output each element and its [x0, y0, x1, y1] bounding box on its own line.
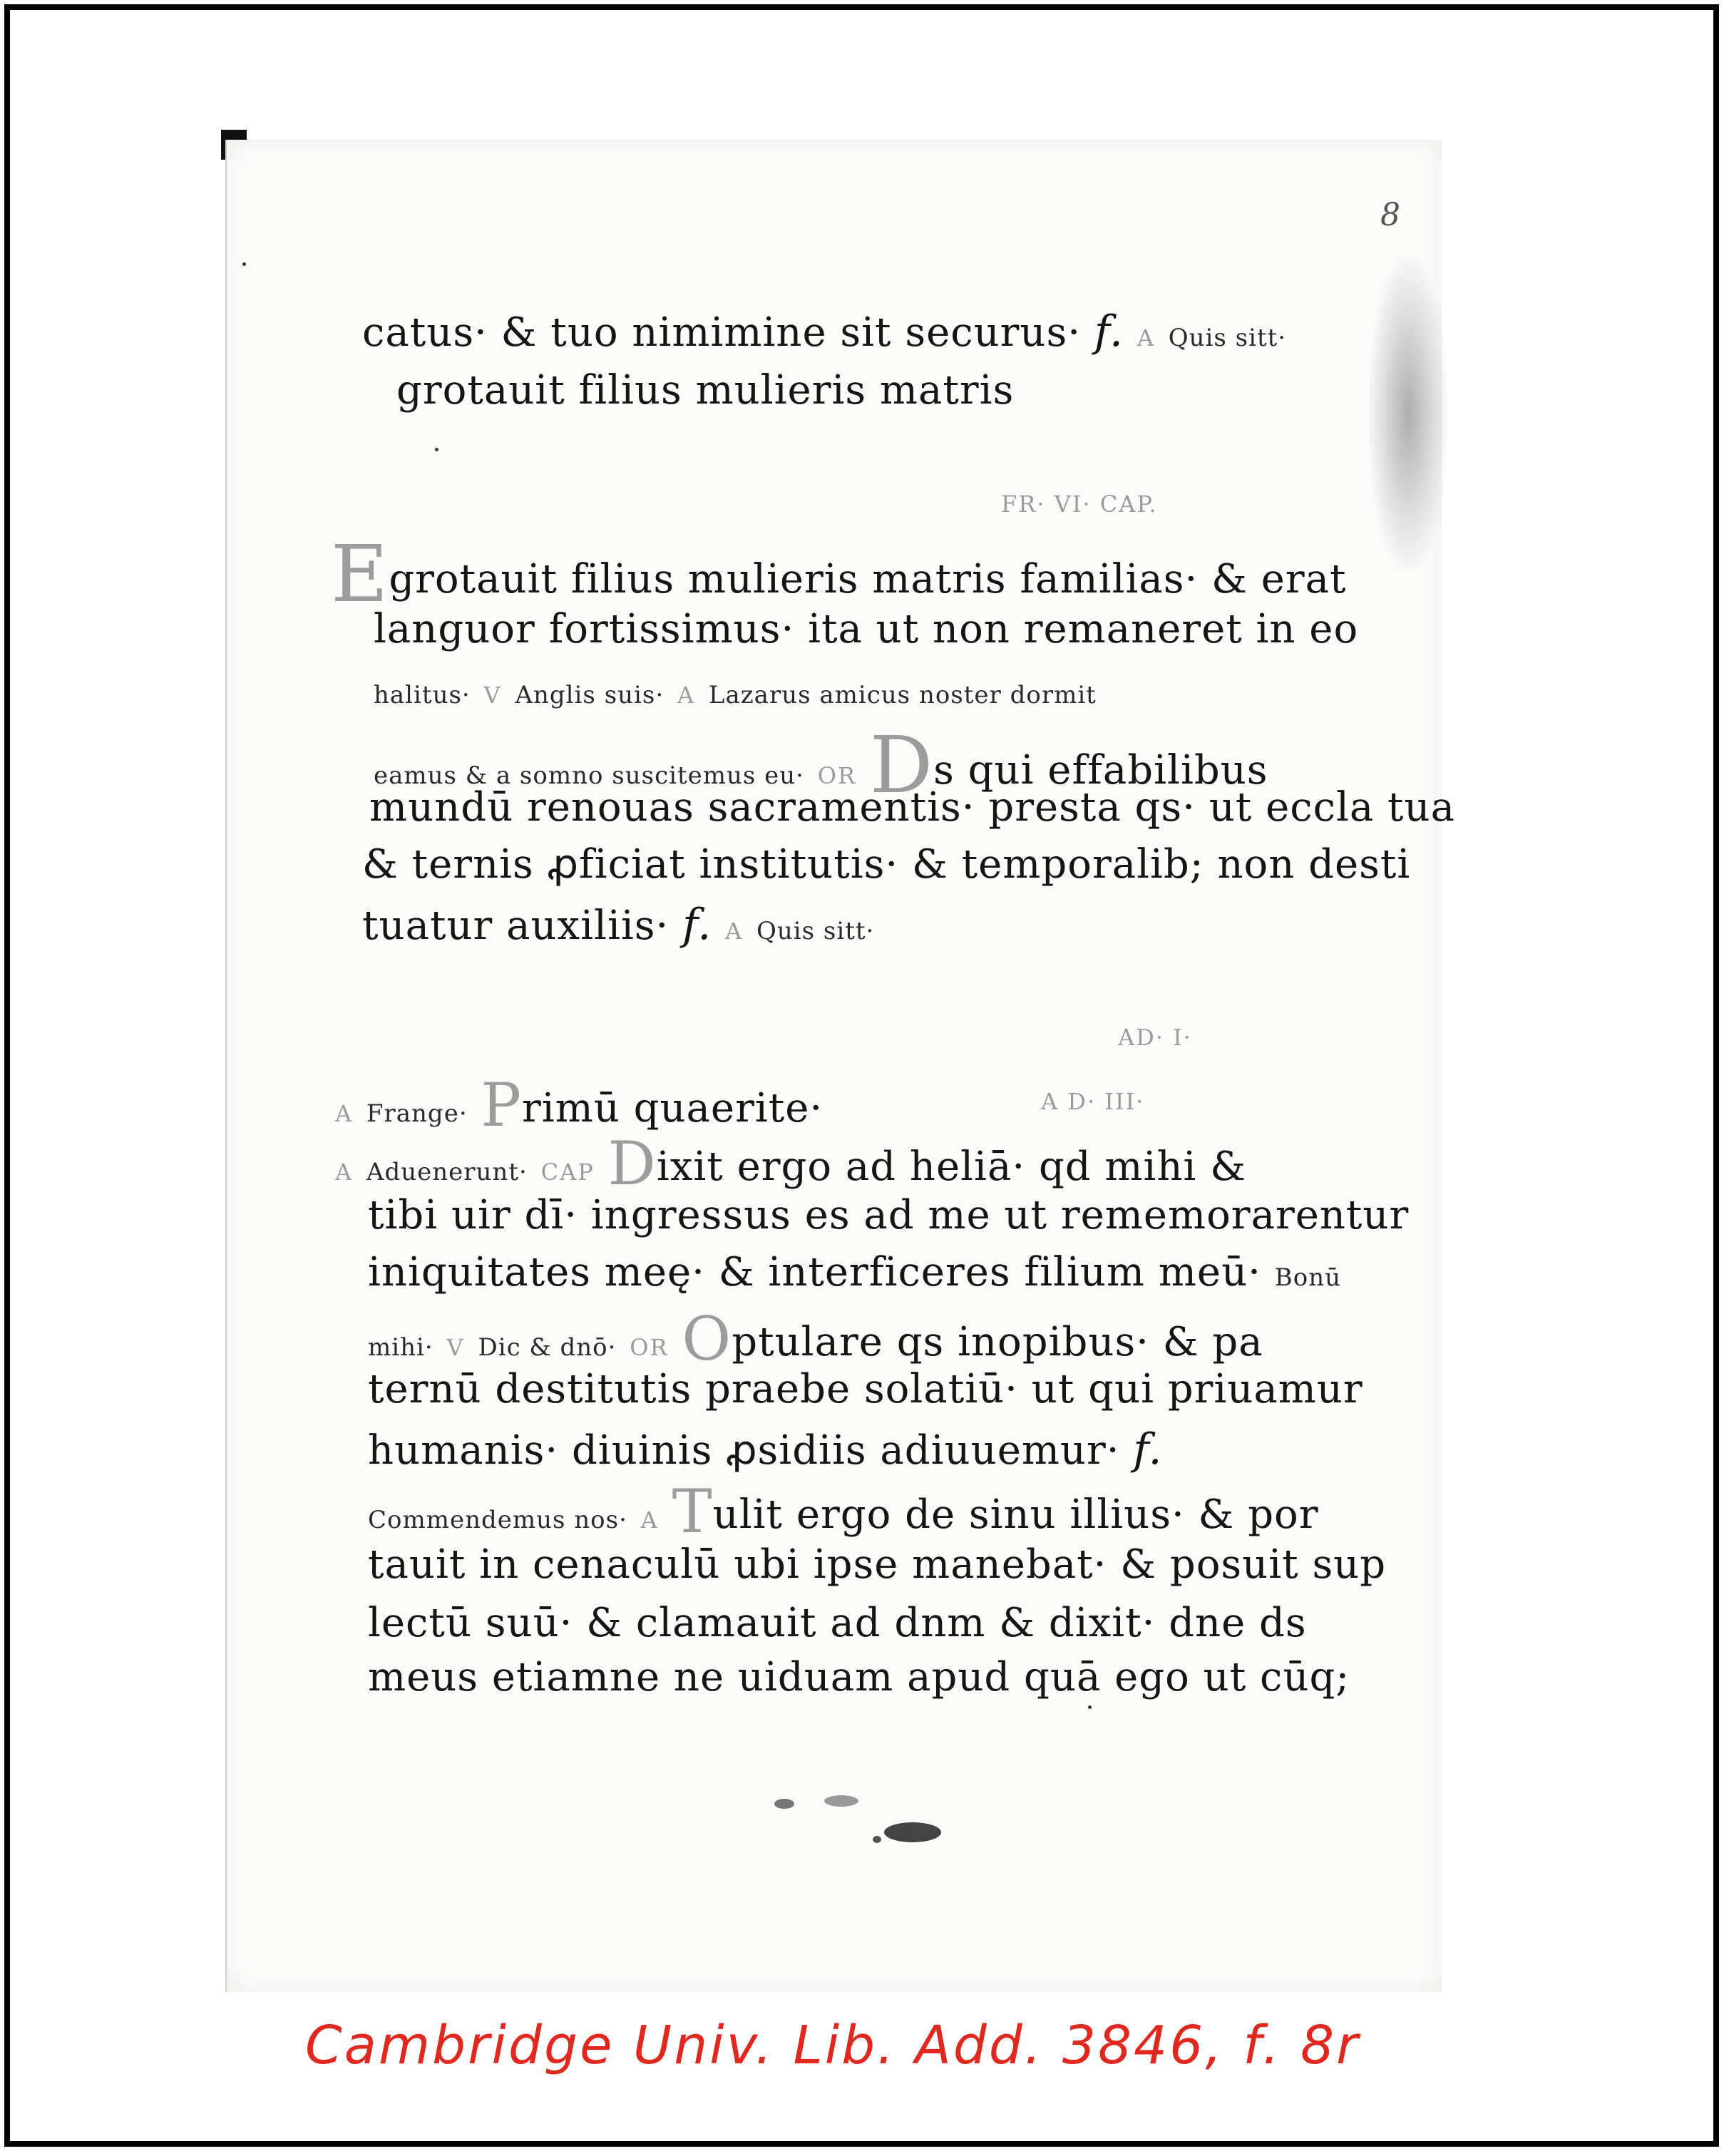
- signum: f.: [682, 900, 712, 950]
- text-line: [374, 667, 1097, 713]
- incipit-text: Quis sitt·: [756, 917, 875, 945]
- chant-text: mihi·: [368, 1333, 433, 1362]
- text-line: [331, 528, 1347, 620]
- rubric-mark: V: [483, 682, 502, 709]
- line-text: ptulare qs inopibus· & pa: [732, 1319, 1263, 1365]
- text-line: [369, 784, 1455, 831]
- text-line: [368, 1600, 1307, 1646]
- chant-text: Anglis suis·: [515, 681, 665, 709]
- manuscript-page: [225, 140, 1442, 1992]
- line-text: grotauit filius mulieris matris familias· & erat: [389, 556, 1347, 602]
- text-line: [368, 1304, 1263, 1374]
- line-text: & ternis ꝓficiat institutis· & temporalib; non desti: [362, 841, 1411, 888]
- page-speck: [435, 448, 438, 451]
- line-text: s qui effabilibus: [933, 747, 1268, 794]
- line-text: catus· & tuo nimimine sit securus·: [362, 309, 1082, 356]
- rubric-mark: A: [725, 918, 744, 945]
- rubric-heading: A D· III·: [1041, 1088, 1145, 1115]
- line-text: ternū destitutis praebe solatiū· ut qui priuamur: [368, 1366, 1363, 1412]
- line-text: grotauit filius mulieris matris: [396, 367, 1015, 414]
- page-stain: [1369, 257, 1447, 570]
- chant-text: Aduenerunt·: [366, 1158, 528, 1186]
- incipit-text: Quis sitt·: [1168, 324, 1287, 352]
- rubric-mark: A: [1137, 324, 1155, 351]
- line-text: tuatur auxiliis·: [362, 903, 669, 949]
- decorated-initial: P: [481, 1070, 522, 1140]
- chant-text: Dic & dnō·: [478, 1333, 617, 1362]
- line-text: mundū renouas sacramentis· presta qs· ut eccla tua: [369, 784, 1456, 831]
- chant-text: halitus·: [374, 681, 471, 709]
- chant-text: Commendemus nos·: [368, 1506, 627, 1534]
- decorated-initial: O: [682, 1304, 732, 1374]
- chant-text: Lazarus amicus noster dormit: [708, 681, 1097, 709]
- text-line: [368, 1424, 1163, 1474]
- chant-text: Frange·: [366, 1099, 468, 1128]
- rubric-mark: V: [446, 1334, 465, 1361]
- archive-caption: Cambridge Univ. Lib. Add. 3846, f. 8r: [305, 2015, 1360, 2076]
- line-text: meus etiamne ne uiduam apud quā ego ut cūq;: [368, 1654, 1350, 1700]
- signum: f.: [1133, 1424, 1163, 1474]
- text-line: [368, 1654, 1350, 1700]
- folio-number: 8: [1380, 197, 1400, 233]
- text-line: [368, 1366, 1363, 1412]
- decorated-initial: D: [607, 1129, 657, 1198]
- chant-text: Bonū: [1274, 1263, 1341, 1292]
- text-line: [362, 841, 1410, 888]
- line-text: lectū suū· & clamauit ad dnm & dixit· dne ds: [368, 1600, 1307, 1646]
- text-line: [374, 606, 1358, 652]
- decorated-initial: D: [869, 719, 934, 811]
- rubric-mark: CAP: [540, 1159, 595, 1186]
- line-text: rimū quaerite·: [521, 1085, 824, 1131]
- rubric-mark: OR: [817, 762, 857, 789]
- page-speck: [1088, 1705, 1092, 1709]
- rubric-mark: A: [335, 1100, 354, 1127]
- rubric-heading: FR· VI· CAP.: [1001, 491, 1158, 518]
- decorated-initial: E: [331, 528, 389, 620]
- text-line: [368, 1249, 1341, 1295]
- line-text: languor fortissimus· ita ut non remaneret in eo: [374, 606, 1359, 652]
- text-line: [396, 367, 1014, 414]
- line-text: ulit ergo de sinu illius· & por: [712, 1492, 1319, 1538]
- line-text: humanis· diuinis ꝓsidiis adiuuemur·: [368, 1427, 1120, 1474]
- text-line: [368, 1192, 1409, 1238]
- text-line: [368, 1541, 1386, 1588]
- text-line: [368, 1477, 1319, 1546]
- chant-text: eamus & a somno suscitemus eu·: [374, 761, 804, 790]
- text-line: [362, 900, 874, 950]
- rubric-mark: OR: [630, 1334, 669, 1361]
- text-line: [335, 1070, 824, 1140]
- text-line: [335, 1129, 1247, 1198]
- line-text: ixit ergo ad heliā· qd mihi &: [656, 1144, 1247, 1190]
- signum: f.: [1094, 307, 1124, 356]
- rubric-mark: A: [335, 1159, 354, 1186]
- line-text: iniquitates meę· & interficeres filium meū·: [368, 1249, 1261, 1295]
- ink-blot: [734, 1790, 963, 1854]
- decorated-initial: T: [672, 1477, 713, 1546]
- rubric-mark: A: [677, 682, 696, 709]
- rubric-heading: AD· I·: [1118, 1024, 1192, 1051]
- line-text: tibi uir dī· ingressus es ad me ut rememorarentur: [368, 1192, 1410, 1238]
- page-speck: [242, 262, 246, 266]
- text-line: [362, 307, 1286, 356]
- line-text: tauit in cenaculū ubi ipse manebat· & posuit sup: [368, 1541, 1387, 1588]
- rubric-mark: A: [640, 1506, 659, 1534]
